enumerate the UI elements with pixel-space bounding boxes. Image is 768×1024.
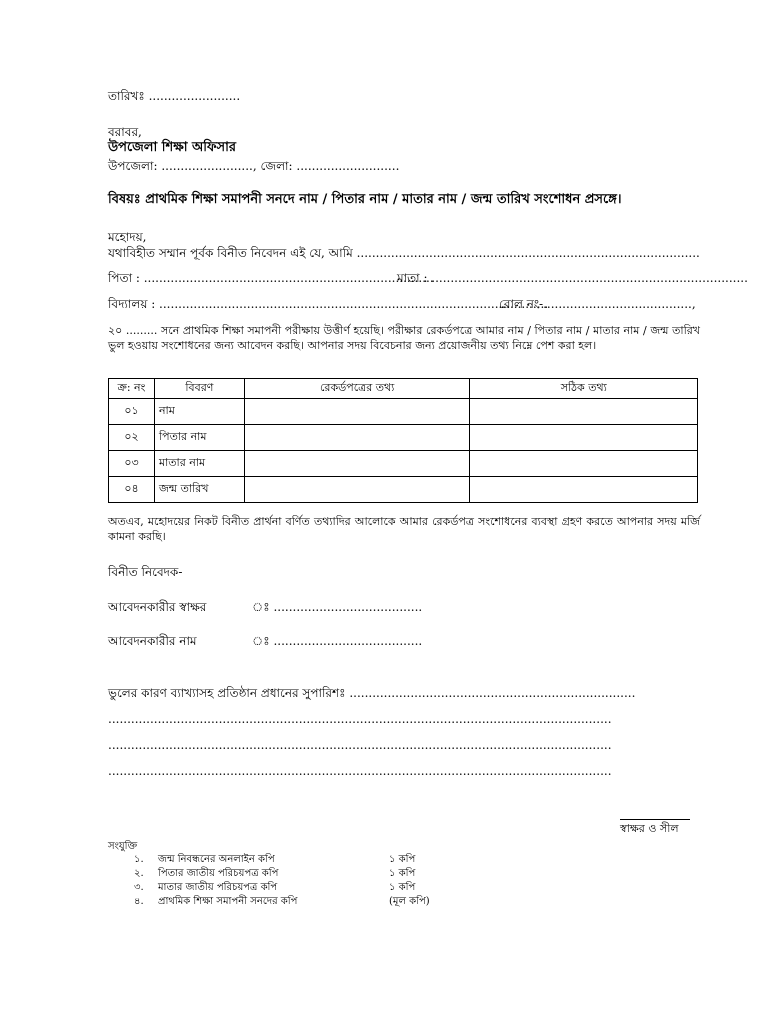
school-line: বিদ্যালয় : ...................................................................................................... bbox=[108, 297, 549, 311]
name-field[interactable]: ঃ ....................................... bbox=[252, 634, 423, 648]
attachment-num: ২. bbox=[134, 868, 144, 879]
closing-paragraph: অতএব, মহোদয়ের নিকট বিনীত প্রার্থনা বর্ণিত তথ্যাদির আলোকে আমার রেকর্ডপত্র সংশোধনের ব্যবস্থা গ্রহণ করতে আপনার সদয় মর্জি কামনা করছি। bbox=[108, 515, 700, 543]
table-row bbox=[109, 477, 698, 503]
signature-field[interactable]: ঃ ....................................... bbox=[252, 600, 423, 614]
attachment-desc: প্রাথমিক শিক্ষা সমাপনী সনদের কপি bbox=[158, 896, 298, 907]
correct-info-cell[interactable] bbox=[470, 477, 698, 503]
sign-seal-label: স্বাক্ষর ও সীল bbox=[620, 822, 679, 835]
recommendation-line-3[interactable]: .................................................................................................................................... bbox=[108, 738, 612, 752]
correct-info-cell[interactable] bbox=[470, 425, 698, 451]
roll-line: রোল নং-......................................., bbox=[499, 297, 696, 311]
table-row bbox=[109, 451, 698, 477]
correct-info-cell[interactable] bbox=[470, 399, 698, 425]
recommendation-line-4[interactable]: .................................................................................................................................... bbox=[108, 764, 612, 778]
table-row bbox=[109, 399, 698, 425]
correct-info-cell[interactable] bbox=[470, 451, 698, 477]
row-item: মাতার নাম bbox=[154, 451, 244, 477]
officer-title: উপজেলা শিক্ষা অফিসার bbox=[108, 140, 237, 155]
table-row bbox=[109, 425, 698, 451]
row-serial: ০৩ bbox=[109, 451, 155, 477]
signature-seal-line bbox=[620, 819, 690, 820]
father-line: পিতা : ............................................................................ bbox=[108, 271, 434, 285]
body-paragraph: ২০ ......... সনে প্রাথমিক শিক্ষা সমাপনী পরীক্ষায় উত্তীর্ণ হয়েছি। পরীক্ষার রেকর্ডপত্রে আমার নাম / পিতার নাম / মাতার নাম / জন্ম তারিখ ভুল হওয়ায় সংশোধনের জন্য আবেদন করছি। আপনার সদয় বিবেচনার জন্য প্রয়োজনীয় তথ্য নিম্নে পেশ করা হল। bbox=[108, 324, 700, 352]
recommendation-line-1[interactable]: ভুলের কারণ ব্যাখ্যাসহ প্রতিষ্ঠান প্রধানের সুপারিশঃ ........................................................................... bbox=[108, 686, 636, 700]
record-info-cell[interactable] bbox=[244, 399, 470, 425]
attachment-desc: মাতার জাতীয় পরিচয়পত্র কপি bbox=[158, 882, 278, 893]
record-info-cell[interactable] bbox=[244, 477, 470, 503]
date-line: তারিখঃ ........................ bbox=[108, 89, 241, 103]
row-serial: ০৪ bbox=[109, 477, 155, 503]
attachment-qty: ১ কপি bbox=[389, 882, 416, 893]
col-header-description: বিবরণ bbox=[154, 379, 244, 399]
row-serial: ০২ bbox=[109, 425, 155, 451]
info-table bbox=[108, 378, 698, 503]
subject-line: বিষয়ঃ প্রাথমিক শিক্ষা সমাপনী সনদে নাম / পিতার নাম / মাতার নাম / জন্ম তারিখ সংশোধন প্রসঙ্গে। bbox=[108, 192, 622, 207]
attachment-num: ৩. bbox=[134, 882, 144, 893]
attachments-title: সংযুক্তি bbox=[108, 841, 138, 852]
intro-line: যথাবিহীত সম্মান পূর্বক বিনীত নিবেদন এই যে, আমি .......................................................................................... bbox=[108, 246, 700, 260]
name-label: আবেদনকারীর নাম bbox=[108, 634, 197, 648]
location-line: উপজেলা: ........................, জেলা: ........................... bbox=[108, 159, 400, 173]
row-item: পিতার নাম bbox=[154, 425, 244, 451]
mother-line: মাতা : ................................................................................... bbox=[397, 271, 748, 285]
row-item: নাম bbox=[154, 399, 244, 425]
col-header-correct-info: সঠিক তথ্য bbox=[470, 379, 698, 399]
attachment-qty: (মূল কপি) bbox=[389, 896, 430, 907]
col-header-serial: ক্র: নং bbox=[109, 379, 155, 399]
attachment-num: ১. bbox=[134, 854, 144, 865]
table-header-row bbox=[109, 379, 698, 399]
col-header-record-info: রেকর্ডপত্রের তথ্য bbox=[244, 379, 470, 399]
attachment-desc: পিতার জাতীয় পরিচয়পত্র কপি bbox=[158, 868, 279, 879]
row-item: জন্ম তারিখ bbox=[154, 477, 244, 503]
attachment-num: ৪. bbox=[134, 896, 144, 907]
signature-label: আবেদনকারীর স্বাক্ষর bbox=[108, 600, 207, 614]
to-label: বরাবর, bbox=[108, 125, 142, 139]
row-serial: ০১ bbox=[109, 399, 155, 425]
yours-sincerely: বিনীত নিবেদক- bbox=[108, 565, 183, 579]
attachment-qty: ১ কপি bbox=[389, 854, 416, 865]
recommendation-line-2[interactable]: .................................................................................................................................... bbox=[108, 712, 612, 726]
attachment-desc: জন্ম নিবন্ধনের অনলাইন কপি bbox=[158, 854, 275, 865]
attachment-qty: ১ কপি bbox=[389, 868, 416, 879]
record-info-cell[interactable] bbox=[244, 451, 470, 477]
salutation: মহোদয়, bbox=[108, 230, 147, 244]
record-info-cell[interactable] bbox=[244, 425, 470, 451]
